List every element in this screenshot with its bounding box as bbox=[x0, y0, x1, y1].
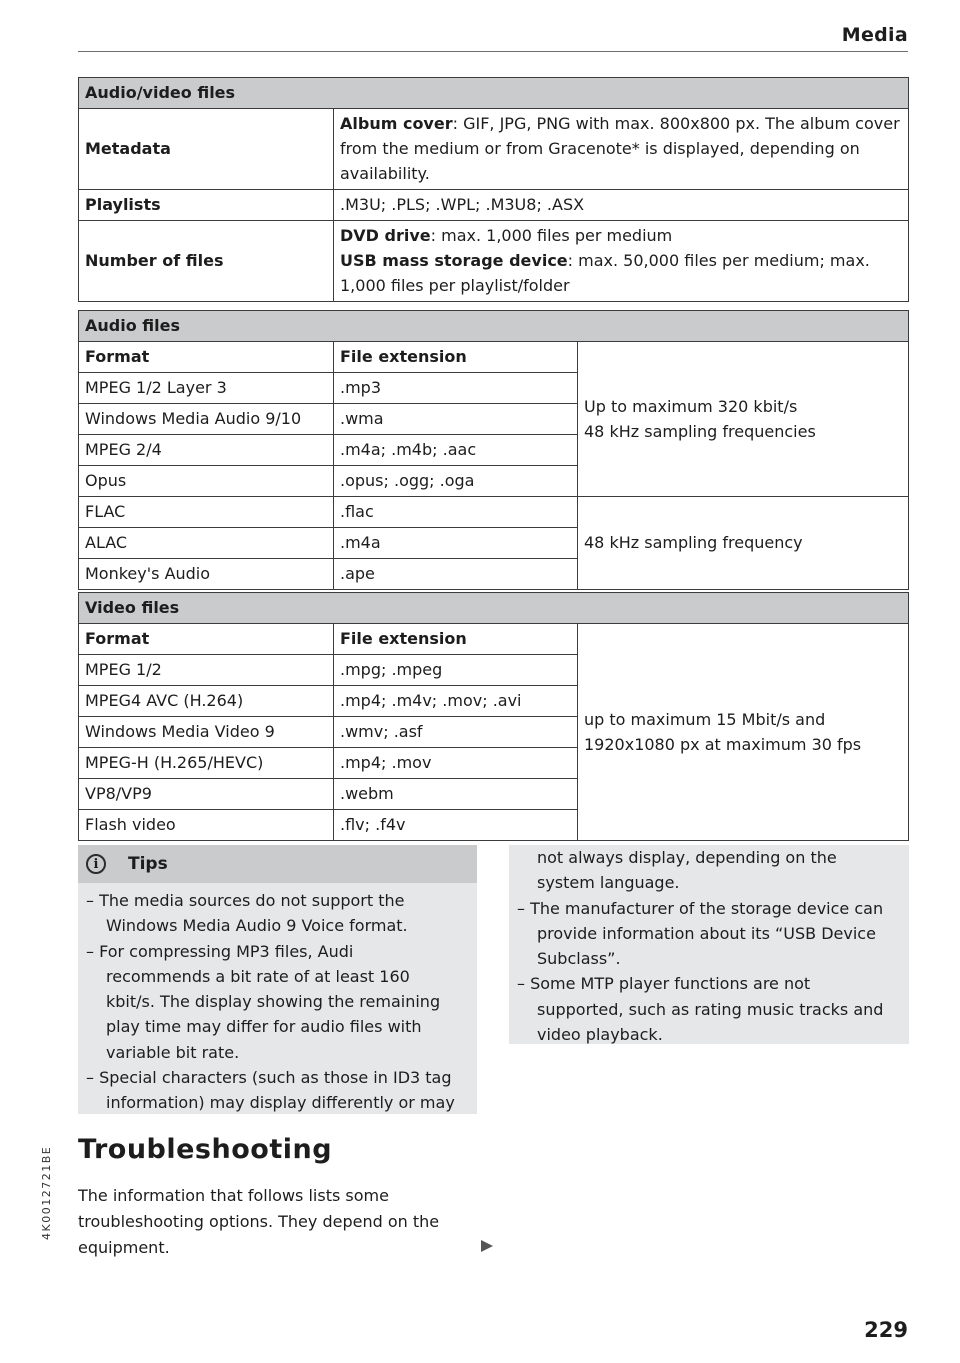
playlists-value: .M3U; .PLS; .WPL; .M3U8; .ASX bbox=[334, 190, 909, 221]
extension-cell: .m4a; .m4b; .aac bbox=[334, 435, 578, 466]
tips-list bbox=[78, 883, 477, 1116]
format-cell: MPEG 1/2 bbox=[79, 655, 334, 686]
usb-storage-text: : max. 50,000 files per medium; max. 1,000 files per playlist/folder bbox=[340, 251, 870, 295]
list-item-continuation: not always display, depending on the system language. bbox=[537, 848, 837, 893]
video-note-line-2: 1920x1080 px at maximum 30 fps bbox=[584, 734, 862, 754]
format-cell: MPEG4 AVC (H.264) bbox=[79, 686, 334, 717]
extension-column-header: File extension bbox=[334, 342, 578, 373]
extension-cell: .mp4; .m4v; .mov; .avi bbox=[334, 686, 578, 717]
tips-continuation-box bbox=[509, 845, 909, 1044]
format-column-header: Format bbox=[79, 624, 334, 655]
format-column-header: Format bbox=[79, 342, 334, 373]
table-row bbox=[79, 109, 909, 190]
metadata-value bbox=[334, 109, 909, 190]
list-item: – Some MTP player functions are not supported, such as rating music tracks and video playback. bbox=[517, 974, 884, 1045]
info-icon: i bbox=[86, 854, 106, 874]
album-cover-text: : GIF, JPG, PNG with max. 800x800 px. The album cover from the medium or from Gracenote* is displayed, depending on availability. bbox=[340, 114, 900, 183]
extension-cell: .webm bbox=[334, 779, 578, 810]
tips-title: Tips bbox=[128, 854, 168, 874]
extension-cell: .mp3 bbox=[334, 373, 578, 404]
format-cell: VP8/VP9 bbox=[79, 779, 334, 810]
format-cell: FLAC bbox=[79, 497, 334, 528]
audio-video-table-title: Audio/video files bbox=[79, 78, 909, 109]
format-cell: MPEG-H (H.265/HEVC) bbox=[79, 748, 334, 779]
list-item: – The manufacturer of the storage device can provide information about its “USB Device Subclass”. bbox=[517, 898, 884, 969]
audio-video-files-table bbox=[78, 77, 909, 302]
extension-cell: .wmv; .asf bbox=[334, 717, 578, 748]
table-row bbox=[79, 190, 909, 221]
audio-files-table bbox=[78, 310, 909, 590]
extension-column-header: File extension bbox=[334, 624, 578, 655]
metadata-label: Metadata bbox=[79, 109, 334, 190]
continue-arrow-icon bbox=[481, 1240, 493, 1252]
list-item: – The media sources do not support the Windows Media Audio 9 Voice format. bbox=[86, 891, 408, 936]
dvd-drive-text: : max. 1,000 files per medium bbox=[430, 226, 673, 245]
table-header-row bbox=[79, 342, 909, 373]
extension-cell: .flac bbox=[334, 497, 578, 528]
number-of-files-value bbox=[334, 221, 909, 302]
extension-cell: .mpg; .mpeg bbox=[334, 655, 578, 686]
format-cell: Windows Media Audio 9/10 bbox=[79, 404, 334, 435]
document-code: 4K0012721BE bbox=[40, 1145, 53, 1240]
dvd-drive-label: DVD drive bbox=[340, 226, 431, 245]
format-cell: ALAC bbox=[79, 528, 334, 559]
extension-cell: .ape bbox=[334, 559, 578, 590]
format-cell: Flash video bbox=[79, 810, 334, 841]
video-note-line-1: up to maximum 15 Mbit/s and bbox=[584, 709, 826, 729]
list-item: – For compressing MP3 files, Audi recommends a bit rate of at least 160 kbit/s. The display showing the remaining play time may differ for audio files with variable bit rate. bbox=[86, 941, 441, 1062]
audio-table-title: Audio files bbox=[79, 311, 909, 342]
video-files-table bbox=[78, 592, 909, 841]
table-row bbox=[79, 221, 909, 302]
format-cell: MPEG 2/4 bbox=[79, 435, 334, 466]
usb-storage-label: USB mass storage device bbox=[340, 251, 568, 270]
troubleshooting-intro: The information that follows lists some troubleshooting options. They depend on the equipment. bbox=[78, 1186, 440, 1257]
list-item: – Special characters (such as those in ID3 tag information) may display differently or may bbox=[86, 1068, 455, 1113]
extension-cell: .flv; .f4v bbox=[334, 810, 578, 841]
page-header-title: Media bbox=[841, 24, 908, 46]
format-cell: Opus bbox=[79, 466, 334, 497]
tips-box bbox=[78, 845, 477, 1114]
number-of-files-label: Number of files bbox=[79, 221, 334, 302]
lossless-audio-note: 48 kHz sampling frequency bbox=[578, 497, 909, 590]
extension-cell: .wma bbox=[334, 404, 578, 435]
video-table-title: Video files bbox=[79, 593, 909, 624]
format-cell: MPEG 1/2 Layer 3 bbox=[79, 373, 334, 404]
table-header-row bbox=[79, 624, 909, 655]
format-cell: Monkey's Audio bbox=[79, 559, 334, 590]
extension-cell: .opus; .ogg; .oga bbox=[334, 466, 578, 497]
lossy-audio-note bbox=[578, 342, 909, 497]
header-divider bbox=[78, 51, 908, 52]
video-note bbox=[578, 624, 909, 841]
tips-continuation-list bbox=[509, 845, 909, 1047]
format-cell: Windows Media Video 9 bbox=[79, 717, 334, 748]
troubleshooting-heading: Troubleshooting bbox=[78, 1134, 333, 1165]
table-row bbox=[79, 497, 909, 528]
lossy-note-line-1: Up to maximum 320 kbit/s bbox=[584, 396, 798, 416]
extension-cell: .mp4; .mov bbox=[334, 748, 578, 779]
playlists-label: Playlists bbox=[79, 190, 334, 221]
extension-cell: .m4a bbox=[334, 528, 578, 559]
tips-header bbox=[78, 845, 477, 883]
page-number: 229 bbox=[864, 1318, 908, 1342]
lossy-note-line-2: 48 kHz sampling frequencies bbox=[584, 421, 816, 441]
album-cover-label: Album cover bbox=[340, 114, 453, 133]
